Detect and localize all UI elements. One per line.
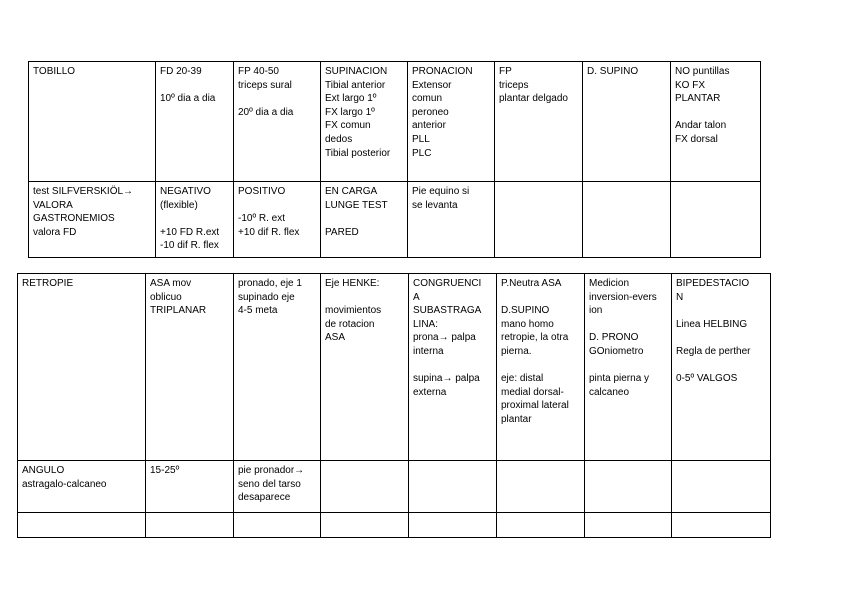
cell-line: N [676, 291, 684, 303]
cell-line: externa [413, 386, 447, 398]
table-cell [156, 182, 234, 258]
table-cell [234, 274, 321, 461]
cell-line: 20º dia a dia [238, 106, 294, 118]
cell-line: LUNGE TEST [325, 199, 388, 211]
cell-line: ASA mov [150, 278, 192, 289]
table-cell [29, 182, 156, 258]
table-cell [29, 62, 156, 182]
cell-line: pinta pierna y [589, 373, 650, 385]
table-cell [18, 461, 146, 513]
cell-line [413, 359, 496, 373]
table-row [29, 62, 761, 182]
cell-line: +10 FD R.ext [160, 226, 220, 238]
cell-line: Medicion [589, 278, 630, 289]
cell-line: pie pronador→ [238, 465, 305, 476]
cell-line [676, 331, 770, 345]
cell-line [325, 291, 408, 305]
cell-line: ANGULO [22, 465, 65, 476]
cell-line: PRONACION [412, 66, 473, 77]
table-cell [321, 461, 409, 513]
table-cell [583, 62, 671, 182]
cell-line: Tibial anterior [325, 79, 386, 91]
cell-line [589, 359, 671, 373]
cell-line: FX dorsal [675, 133, 718, 145]
cell-line: test SILFVERSKIÖL→ [33, 186, 134, 197]
table-cell [585, 274, 672, 461]
cell-line: triceps [499, 79, 529, 91]
cell-line: FX largo 1º [325, 106, 375, 118]
cell-line: +10 dif R. flex [238, 226, 300, 238]
table-cell [672, 461, 771, 513]
hindfoot-table [17, 273, 771, 538]
cell-line: NO puntillas [675, 66, 730, 77]
table-cell [583, 182, 671, 258]
table-row [18, 513, 771, 538]
cell-line: desaparece [238, 492, 291, 504]
cell-line: P.Neutra ASA [501, 278, 562, 289]
cell-line: D.SUPINO [501, 305, 550, 317]
cell-line: (flexible) [160, 199, 198, 211]
cell-line [676, 359, 770, 373]
cell-line: movimientos [325, 305, 382, 317]
cell-line: dedos [325, 133, 353, 145]
cell-line: medial dorsal- [501, 386, 564, 398]
table-cell [146, 513, 234, 538]
cell-line: 0-5º VALGOS [676, 373, 738, 385]
ankle-table [28, 61, 761, 258]
cell-line: ASA [325, 332, 346, 344]
cell-line: TRIPLANAR [150, 305, 207, 317]
cell-line: se levanta [412, 199, 458, 211]
table-cell [409, 461, 497, 513]
cell-line: proximal lateral [501, 400, 569, 412]
cell-line: pierna. [501, 345, 532, 357]
cell-line: calcaneo [589, 386, 630, 398]
table-cell [321, 62, 408, 182]
cell-line: 10º dia a dia [160, 93, 216, 105]
cell-line: plantar delgado [499, 93, 568, 105]
cell-line: CONGRUENCI [413, 278, 482, 289]
cell-line: D. PRONO [589, 332, 639, 344]
table-cell [671, 62, 761, 182]
table-cell [495, 62, 583, 182]
table-cell [408, 182, 495, 258]
cell-line: ion [589, 305, 603, 317]
cell-line: interna [413, 345, 444, 357]
cell-line: supina→ palpa [413, 373, 480, 385]
table-cell [321, 274, 409, 461]
cell-line: pronado, eje 1 [238, 278, 302, 289]
cell-line: VALORA [33, 199, 73, 211]
cell-line: KO FX [675, 79, 706, 91]
table-cell [408, 62, 495, 182]
cell-line: Regla de perther [676, 345, 751, 357]
cell-line: PLC [412, 147, 432, 159]
table-row [29, 182, 761, 258]
cell-line: PARED [325, 226, 359, 238]
cell-line: NEGATIVO [160, 186, 211, 197]
cell-line: oblicuo [150, 291, 182, 303]
cell-line: Eje HENKE: [325, 278, 380, 289]
table-cell [495, 182, 583, 258]
table-cell [497, 274, 585, 461]
cell-line: SUBASTRAGA [413, 305, 482, 317]
cell-line [675, 106, 760, 120]
cell-line: Ext largo 1º [325, 93, 377, 105]
cell-line: peroneo [412, 106, 449, 118]
cell-line [160, 212, 233, 226]
cell-line [325, 212, 407, 226]
table-cell [409, 513, 497, 538]
cell-line: anterior [412, 120, 446, 132]
table-cell [321, 513, 409, 538]
cell-line: FD 20-39 [160, 66, 202, 77]
cell-line: Tibial posterior [325, 147, 391, 159]
cell-line [238, 92, 320, 106]
cell-line: -10º R. ext [238, 213, 286, 225]
table-cell [234, 62, 321, 182]
cell-line [238, 199, 320, 213]
table-cell [672, 513, 771, 538]
cell-line: LINA: [413, 318, 439, 330]
cell-line: seno del tarso [238, 478, 301, 490]
table-cell [671, 182, 761, 258]
cell-line: RETROPIE [22, 278, 74, 289]
cell-line: POSITIVO [238, 186, 286, 197]
table-cell [234, 461, 321, 513]
cell-line: mano homo [501, 318, 554, 330]
cell-line: valora FD [33, 226, 77, 238]
table-cell [497, 461, 585, 513]
cell-line: GASTRONEMIOS [33, 213, 115, 225]
table-cell [156, 62, 234, 182]
table-row [18, 274, 771, 461]
cell-line: FP [499, 66, 512, 77]
table-cell [585, 461, 672, 513]
table-cell [18, 513, 146, 538]
table-cell [146, 461, 234, 513]
table-cell [321, 182, 408, 258]
table-cell [409, 274, 497, 461]
cell-line: prona→ palpa [413, 332, 476, 344]
table-cell [234, 513, 321, 538]
cell-line: retropie, la otra [501, 332, 569, 344]
cell-line [501, 359, 584, 373]
table-cell [234, 182, 321, 258]
cell-line [589, 318, 671, 332]
table-row [18, 461, 771, 513]
table-cell [18, 274, 146, 461]
table-cell [672, 274, 771, 461]
cell-line [676, 304, 770, 318]
cell-line: de rotacion [325, 318, 375, 330]
cell-line: FX comun [325, 120, 371, 132]
cell-line: supinado eje [238, 291, 295, 303]
cell-line: Linea HELBING [676, 318, 748, 330]
cell-line: D. SUPINO [587, 66, 639, 77]
table-cell [497, 513, 585, 538]
cell-line: plantar [501, 413, 532, 425]
cell-line [160, 79, 233, 93]
table-cell [585, 513, 672, 538]
cell-line: comun [412, 93, 443, 105]
cell-line: TOBILLO [33, 66, 76, 77]
cell-line: eje: distal [501, 373, 544, 385]
cell-line [501, 291, 584, 305]
cell-line: GOniometro [589, 345, 644, 357]
cell-line: Pie equino si [412, 186, 470, 197]
cell-line: EN CARGA [325, 186, 378, 197]
cell-line: 15-25º [150, 465, 180, 476]
cell-line: A [413, 291, 420, 303]
cell-line: BIPEDESTACIO [676, 278, 750, 289]
cell-line: 4-5 meta [238, 305, 278, 317]
cell-line: PLL [412, 133, 430, 145]
cell-line: inversion-evers [589, 291, 657, 303]
cell-line: SUPINACION [325, 66, 388, 77]
cell-line: astragalo-calcaneo [22, 478, 107, 490]
cell-line: triceps sural [238, 79, 292, 91]
cell-line: FP 40-50 [238, 66, 279, 77]
cell-line: Andar talon [675, 120, 727, 132]
cell-line: Extensor [412, 79, 452, 91]
table-cell [146, 274, 234, 461]
cell-line: -10 dif R. flex [160, 240, 219, 252]
cell-line: PLANTAR [675, 93, 721, 105]
